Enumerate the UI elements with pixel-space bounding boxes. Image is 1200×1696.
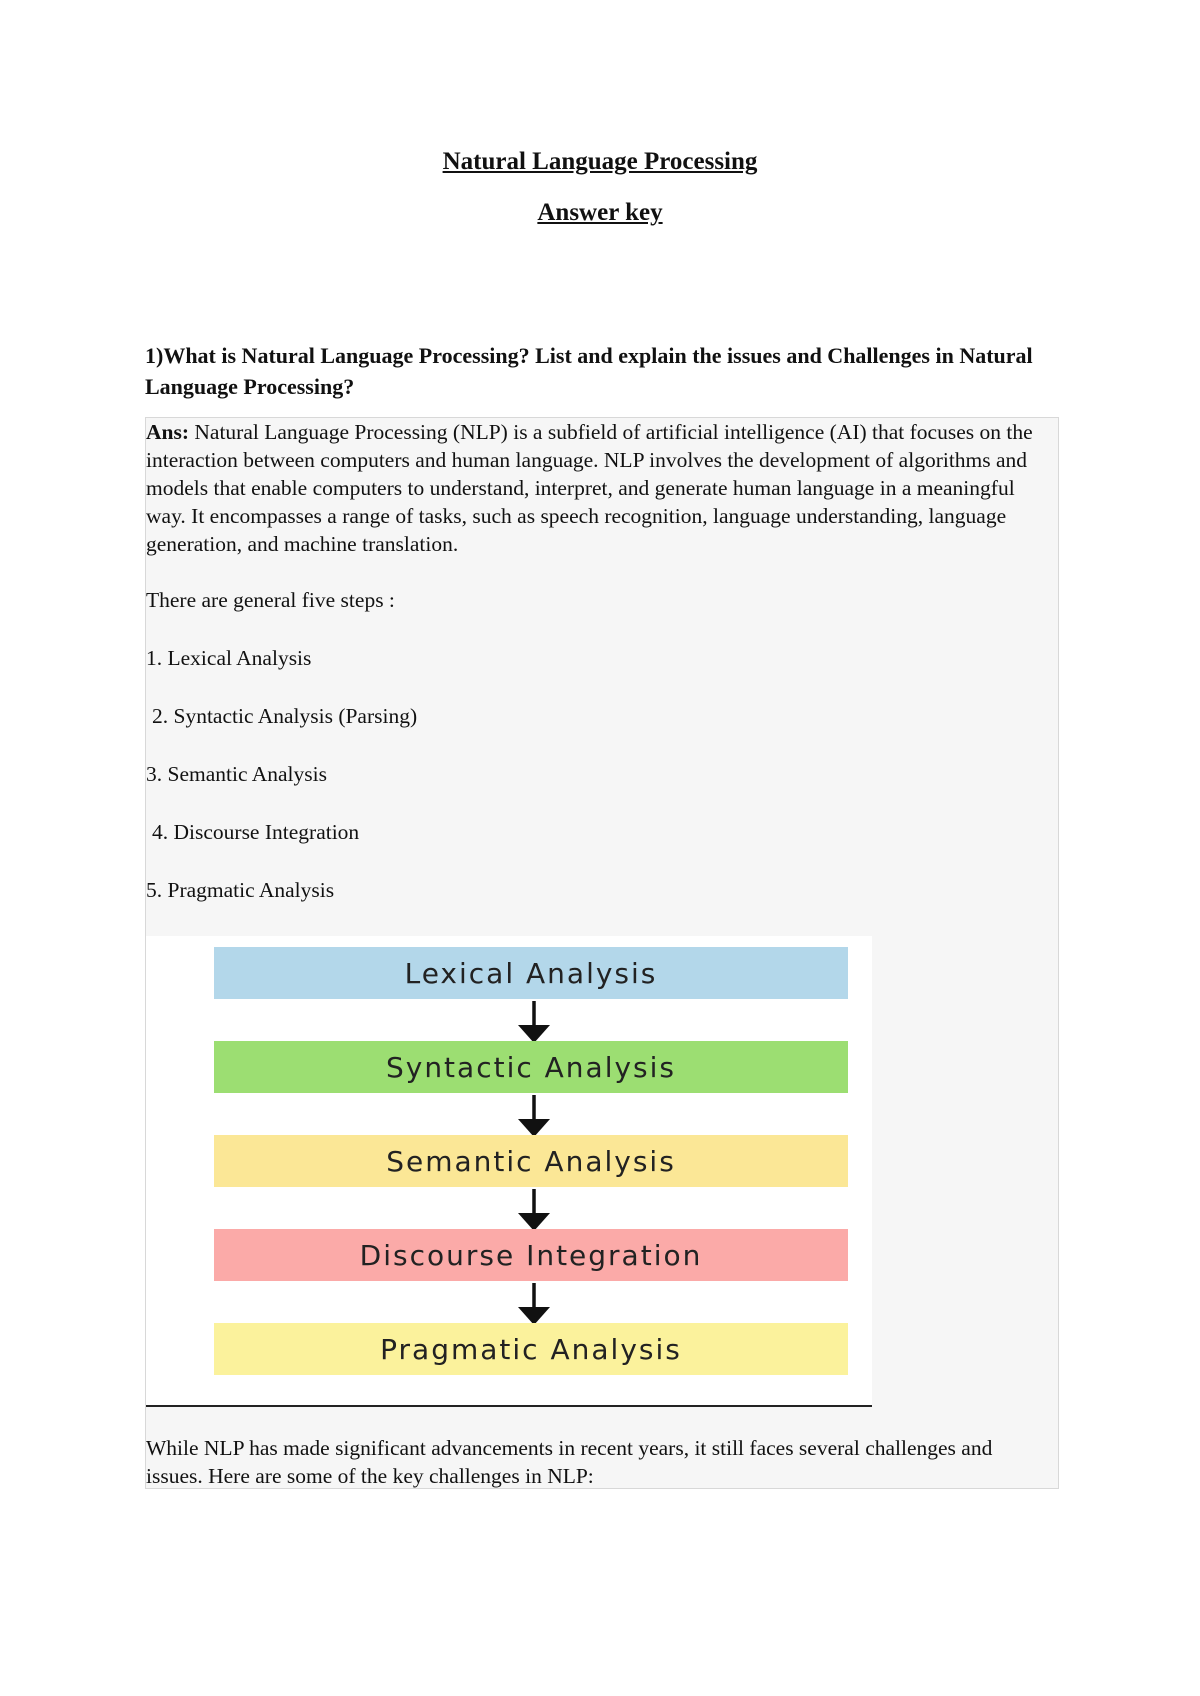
document-subtitle: Answer key [537, 199, 663, 226]
down-arrow-icon [516, 1001, 552, 1045]
diagram-stage: Discourse Integration [214, 1229, 848, 1281]
step-item: 2. Syntactic Analysis (Parsing) [152, 704, 418, 728]
diagram-divider [146, 1405, 872, 1407]
answer-intro [146, 418, 1051, 558]
down-arrow-icon [516, 1189, 552, 1233]
diagram-stage: Semantic Analysis [214, 1135, 848, 1187]
down-arrow-icon [516, 1283, 552, 1327]
document-title: Natural Language Processing [442, 148, 758, 175]
diagram-stage: Syntactic Analysis [214, 1041, 848, 1093]
nlp-steps-diagram [146, 936, 872, 1406]
step-item: 3. Semantic Analysis [146, 762, 327, 786]
step-item: 1. Lexical Analysis [146, 646, 312, 670]
answer-label: Ans: [146, 420, 190, 444]
closing-paragraph: While NLP has made significant advancements in recent years, it still faces several challenges and issues. Here are some of the key challenges in NLP: [146, 1436, 993, 1488]
step-item: 5. Pragmatic Analysis [146, 878, 335, 902]
step-item: 4. Discourse Integration [152, 820, 360, 844]
diagram-stage: Lexical Analysis [214, 947, 848, 999]
answer-intro-text: Natural Language Processing (NLP) is a subfield of artificial intelligence (AI) that focuses on the interaction between computers and human language. NLP involves the development of algorithms and models that enable computers to understand, interpret, and generate human language in a meaningful way. It encompasses a range of tasks, such as speech recognition, language understanding, language generation, and machine translation. [146, 420, 1033, 556]
steps-heading: There are general five steps : [146, 588, 395, 612]
down-arrow-icon [516, 1095, 552, 1139]
diagram-stage: Pragmatic Analysis [214, 1323, 848, 1375]
question-text: 1)What is Natural Language Processing? List and explain the issues and Challenges in Natural Language Processing? [145, 343, 1033, 399]
answer-box [145, 417, 1059, 1489]
